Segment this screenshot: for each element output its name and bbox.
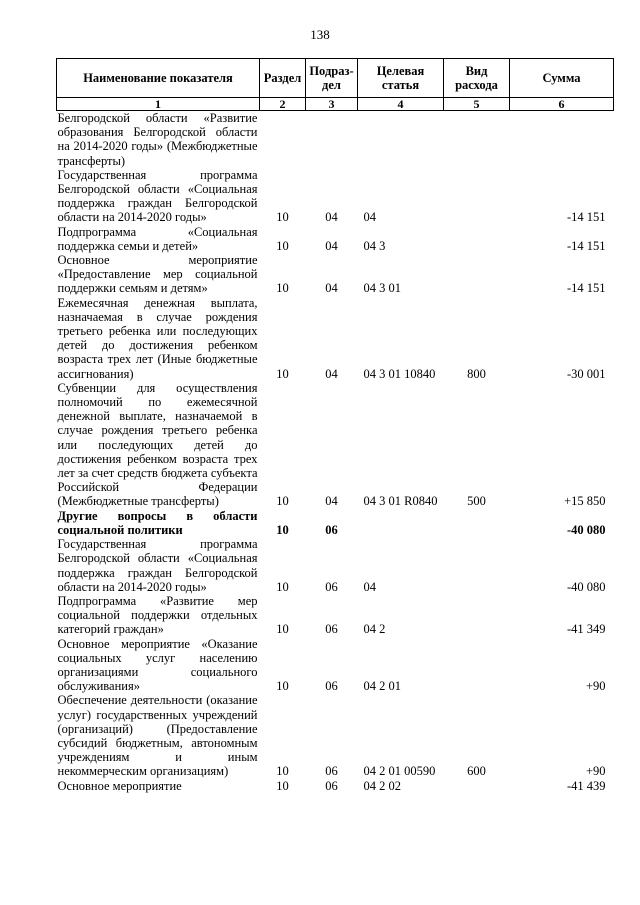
row-name: Государственная программа Белгородской области «Социальная поддержка граждан Белгородской области на 2014-2020 годы» (57, 537, 258, 594)
row-target: 04 (363, 579, 376, 594)
column-number: 4 (358, 98, 444, 111)
row-expense-type (444, 594, 510, 637)
row-section: 10 (276, 679, 289, 694)
table-row (57, 111, 614, 168)
row-section: 10 (276, 238, 289, 253)
row-subsection: 06 (325, 622, 338, 637)
table-row (57, 693, 614, 778)
row-amount: -30 001 (566, 366, 606, 381)
column-number: 5 (444, 98, 510, 111)
row-amount: +90 (585, 764, 606, 779)
row-amount: -14 151 (566, 238, 606, 253)
row-subsection: 06 (325, 764, 338, 779)
row-expense-type: 600 (467, 764, 486, 779)
row-amount: -40 080 (566, 579, 606, 594)
header-row (57, 59, 614, 98)
table-body (57, 111, 614, 793)
row-subsection: 04 (325, 366, 338, 381)
row-name: Субвенции для осуществления полномочий по ежемесячной денежной выплате, назначаемой в случае рождения третьего ребенка или последующих детей до достижения ребенком возраста трех лет за счет средств бюджета субъекта Российской Федерации (Межбюджетные трансферты) (57, 380, 258, 509)
row-section: 10 (276, 522, 289, 537)
page-number: 138 (310, 27, 330, 42)
row-subsection: 06 (325, 522, 338, 537)
row-amount: -14 151 (566, 281, 606, 296)
table-row (57, 225, 614, 253)
row-target (358, 509, 444, 537)
row-name: Белгородской области «Развитие образования Белгородской области на 2014-2020 годы» (Межбюджетные трансферты) (57, 111, 258, 168)
table-row (57, 537, 614, 594)
header-expense-type: Вид расхода (444, 59, 510, 98)
row-subsection (306, 111, 358, 168)
table-row (57, 296, 614, 381)
row-target (358, 111, 444, 168)
table-row (57, 253, 614, 296)
row-subsection: 06 (325, 778, 338, 793)
row-expense-type (444, 509, 510, 537)
row-name: Другие вопросы в области социальной политики (57, 508, 258, 537)
budget-table (56, 58, 614, 793)
row-name: Ежемесячная денежная выплата, назначаемая в случае рождения третьего ребенка или последующих детей до достижения ребенком возраста трех лет (Иные бюджетные ассигнования) (57, 295, 258, 381)
row-name: Подпрограмма «Развитие мер социальной поддержки отдельных категорий граждан» (57, 593, 258, 637)
row-name: Основное мероприятие (57, 778, 182, 793)
row-expense-type (444, 225, 510, 253)
row-expense-type (444, 253, 510, 296)
header-name: Наименование показателя (57, 59, 260, 98)
row-subsection: 04 (325, 210, 338, 225)
row-name: Обеспечение деятельности (оказание услуг) государственных учреждений (организаций) (Предоставление субсидий бюджетным, автономным учреждениям и иным некоммерческим организациям) (57, 693, 258, 779)
row-amount: -14 151 (566, 210, 606, 225)
row-section: 10 (276, 281, 289, 296)
row-subsection: 06 (325, 679, 338, 694)
row-section: 10 (276, 579, 289, 594)
header-amount: Сумма (510, 59, 614, 98)
row-subsection: 04 (325, 238, 338, 253)
row-name: Подпрограмма «Социальная поддержка семьи и детей» (57, 224, 258, 253)
row-expense-type (444, 537, 510, 594)
column-number: 2 (260, 98, 306, 111)
row-section: 10 (276, 210, 289, 225)
row-expense-type (444, 637, 510, 694)
row-section: 10 (276, 622, 289, 637)
row-section: 10 (276, 366, 289, 381)
row-target: 04 3 01 10840 (363, 366, 436, 381)
header-subsection: Подраз-дел (306, 59, 358, 98)
row-amount: +15 850 (564, 494, 606, 509)
row-expense-type: 800 (467, 366, 486, 381)
row-target: 04 2 (363, 622, 386, 637)
row-name: Государственная программа Белгородской области «Социальная поддержка граждан Белгородской области на 2014-2020 годы» (57, 167, 258, 225)
table-row (57, 779, 614, 793)
row-name: Основное мероприятие «Оказание социальных услуг населению организациями социального обслуживания» (57, 636, 258, 694)
table-row (57, 594, 614, 637)
row-subsection: 04 (325, 494, 338, 509)
table-row (57, 509, 614, 537)
row-amount: +90 (585, 679, 606, 694)
row-target: 04 2 01 (363, 679, 401, 694)
row-expense-type (444, 111, 510, 168)
column-number-row (57, 98, 614, 111)
row-subsection: 04 (325, 281, 338, 296)
row-target: 04 3 (363, 238, 386, 253)
table-row (57, 637, 614, 694)
row-section (260, 111, 306, 168)
table-row (57, 168, 614, 225)
row-expense-type (444, 168, 510, 225)
row-expense-type (444, 779, 510, 793)
row-amount: -41 349 (566, 622, 606, 637)
header-section: Раздел (260, 59, 306, 98)
row-expense-type: 500 (467, 494, 486, 509)
column-number: 3 (306, 98, 358, 111)
row-target: 04 3 01 R0840 (363, 494, 438, 509)
row-target: 04 (363, 210, 376, 225)
row-section: 10 (276, 764, 289, 779)
row-subsection: 06 (325, 579, 338, 594)
row-amount: -40 080 (566, 522, 606, 537)
row-target: 04 2 01 00590 (363, 764, 436, 779)
row-target: 04 2 02 (363, 778, 401, 793)
row-name: Основное мероприятие «Предоставление мер социальной поддержки семьям и детям» (57, 253, 258, 296)
row-amount (510, 111, 614, 168)
header-target: Целевая статья (358, 59, 444, 98)
row-section: 10 (276, 778, 289, 793)
table-row (57, 381, 614, 509)
row-amount: -41 439 (566, 778, 606, 793)
column-number: 1 (57, 98, 260, 111)
row-section: 10 (276, 494, 289, 509)
row-target: 04 3 01 (363, 281, 401, 296)
column-number: 6 (510, 98, 614, 111)
